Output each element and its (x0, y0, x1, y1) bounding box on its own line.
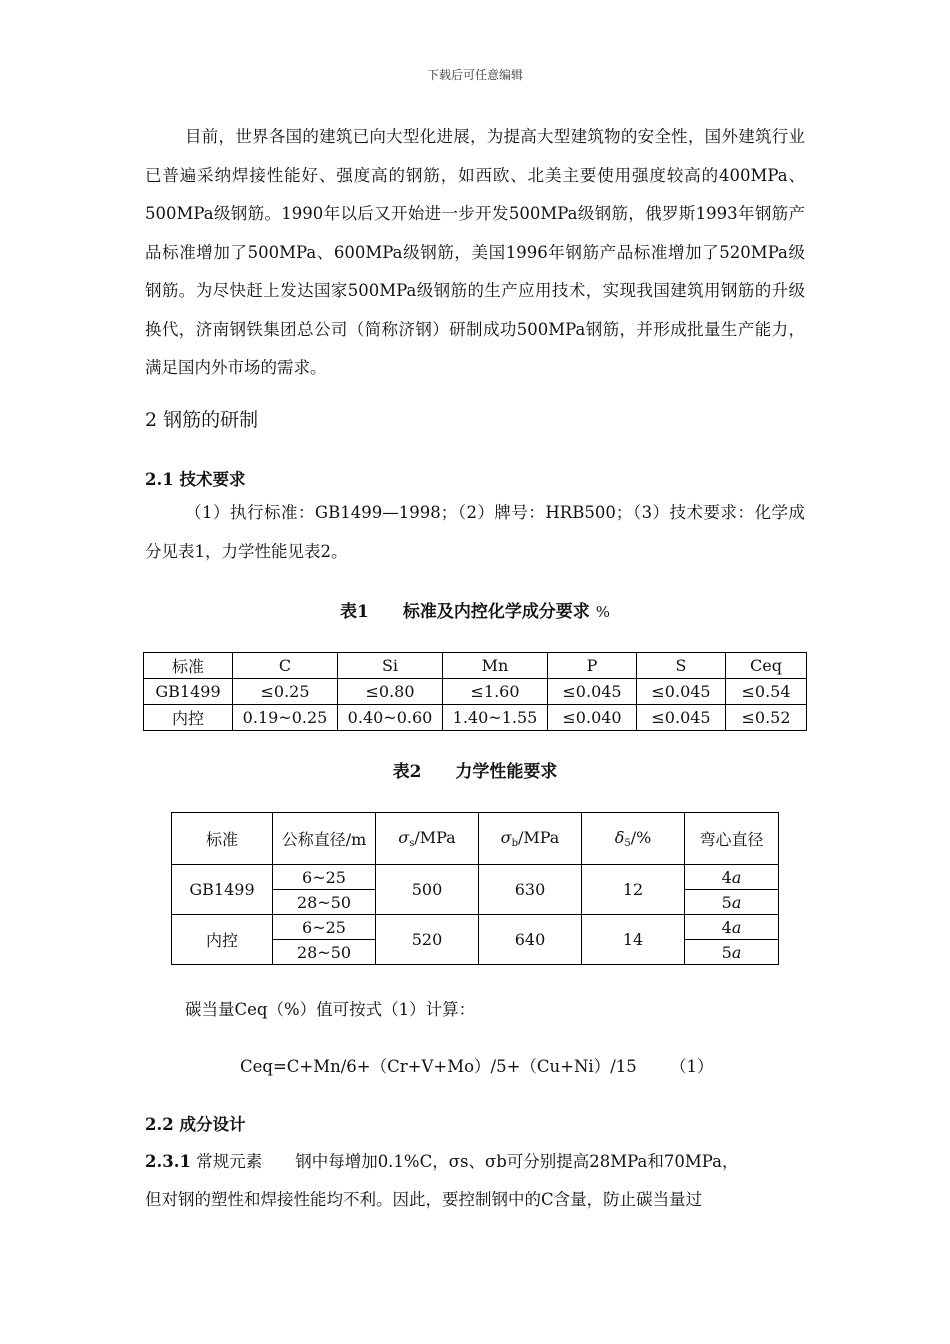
table2-bend-cell (685, 865, 779, 890)
table1-caption (0, 597, 950, 622)
table1-header-row (144, 653, 807, 679)
table2-sigma-s-cell: 500 (376, 865, 479, 915)
table2-bend-cell (685, 890, 779, 915)
table1-cell: GB1499 (144, 679, 233, 705)
table2-header-sigma-b (479, 813, 582, 865)
table1-cell: ≤0.25 (233, 679, 338, 705)
table1-header-cell: P (548, 653, 637, 679)
bend-multiplier: 4 (721, 917, 732, 937)
delta-subscript: 5 (624, 838, 631, 849)
table2-diameter-cell: 6~25 (273, 915, 376, 940)
table2 (171, 812, 779, 965)
table2-sigma-s-cell: 520 (376, 915, 479, 965)
table1-cell: 1.40~1.55 (443, 705, 548, 731)
table1-cell: ≤0.045 (548, 679, 637, 705)
table2-header-row (172, 813, 779, 865)
sigma-s-unit: /MPa (414, 828, 456, 847)
bend-variable: a (731, 942, 742, 962)
section-2-3-1-line2: 但对钢的塑性和焊接性能均不利。因此，要控制钢中的C含量，防止碳当量过 (145, 1190, 703, 1209)
table1-caption-text: 表1 标准及内控化学成分要求 (339, 602, 590, 622)
table2-diameter-cell: 6~25 (273, 865, 376, 890)
table1-row (144, 705, 807, 731)
table2-delta-cell: 14 (582, 915, 685, 965)
section-2-2-title: 2.2 成分设计 (145, 1115, 246, 1134)
formula-number: （1） (670, 1057, 714, 1076)
table2-diameter-cell: 28~50 (273, 890, 376, 915)
table2-sigma-b-cell: 640 (479, 915, 582, 965)
intro-paragraph: 目前，世界各国的建筑已向大型化进展，为提高大型建筑物的安全性，国外建筑行业已普遍采纳焊接性能好、强度高的钢筋，如西欧、北美主要使用强度较高的400MPa、500MPa级钢筋。1990年以后又开始进一步开发500MPa级钢筋，俄罗斯1993年钢筋产品标准增加了500MPa、600MPa级钢筋，美国1996年钢筋产品标准增加了520MPa级钢筋。为尽快赶上发达国家500MPa级钢筋的生产应用技术，实现我国建筑用钢筋的升级换代，济南钢铁集团总公司（简称济钢）研制成功500MPa钢筋，并形成批量生产能力，满足国内外市场的需求。 (145, 127, 805, 377)
section-2-title: 2 钢筋的研制 (145, 409, 259, 431)
bend-multiplier: 4 (721, 867, 732, 887)
table2-bend-cell (685, 915, 779, 940)
table2-standard-cell: 内控 (172, 915, 273, 965)
bend-multiplier: 5 (721, 942, 732, 962)
bend-variable: a (731, 892, 742, 912)
table1-header-cell: Ceq (726, 653, 807, 679)
sigma-s-subscript: s (409, 838, 415, 849)
bend-multiplier: 5 (721, 892, 732, 912)
sigma-symbol: σ (500, 828, 512, 847)
table1-cell: ≤0.54 (726, 679, 807, 705)
section-2-1-title: 2.1 技术要求 (145, 470, 246, 489)
tech-paragraph: （1）执行标准：GB1499—1998；（2）牌号：HRB500；（3）技术要求：化学成分见表1，力学性能见表2。 (145, 503, 805, 561)
table1-header-cell: Mn (443, 653, 548, 679)
table2-diameter-cell: 28~50 (273, 940, 376, 965)
table2-header-sigma-s (376, 813, 479, 865)
table2-bend-cell (685, 940, 779, 965)
table2-row (172, 865, 779, 890)
section-2-3-1-line1 (145, 1148, 738, 1172)
table2-header-delta (582, 813, 685, 865)
table1-header-cell: 标准 (144, 653, 233, 679)
page-header: 下载后可任意编辑 (426, 68, 523, 82)
table2-delta-cell: 12 (582, 865, 685, 915)
table1-cell: ≤0.045 (637, 705, 726, 731)
table1-cell: ≤0.040 (548, 705, 637, 731)
table1-cell: 内控 (144, 705, 233, 731)
bend-variable: a (731, 867, 742, 887)
table2-standard-cell: GB1499 (172, 865, 273, 915)
bend-variable: a (731, 917, 742, 937)
table1-header-cell: Si (338, 653, 443, 679)
ceq-formula: Ceq=C+Mn/6+（Cr+V+Mo）/5+（Cu+Ni）/15 (240, 1057, 637, 1076)
delta-unit: /% (630, 828, 652, 847)
table1-cell: ≤1.60 (443, 679, 548, 705)
table2-row (172, 915, 779, 940)
table1-cell: ≤0.80 (338, 679, 443, 705)
table1-header-cell: C (233, 653, 338, 679)
table2-header-standard: 标准 (172, 813, 273, 865)
table2-sigma-b-cell: 630 (479, 865, 582, 915)
table1-row (144, 679, 807, 705)
table1-cell: ≤0.045 (637, 679, 726, 705)
table1-cell: 0.40~0.60 (338, 705, 443, 731)
section-2-3-1-text: 常规元素 钢中每增加0.1%C，σs、σb可分别提高28MPa和70MPa， (196, 1152, 739, 1171)
table1-cell: ≤0.52 (726, 705, 807, 731)
table1 (143, 652, 807, 731)
table1-header-cell: S (637, 653, 726, 679)
ceq-intro: 碳当量Ceq（%）值可按式（1）计算： (185, 1000, 476, 1019)
table2-header-bend: 弯心直径 (685, 813, 779, 865)
table2-header-diameter-text: 公称直径/m (281, 830, 367, 849)
sigma-b-subscript: b (511, 838, 518, 849)
table2-caption: 表2 力学性能要求 (392, 762, 558, 782)
delta-symbol: δ (614, 828, 625, 847)
table1-unit: % (595, 603, 610, 621)
sigma-symbol: σ (398, 828, 410, 847)
sigma-b-unit: /MPa (517, 828, 560, 847)
section-2-3-1-title: 2.3.1 (145, 1152, 191, 1171)
table1-cell: 0.19~0.25 (233, 705, 338, 731)
table2-header-diameter (273, 813, 376, 865)
